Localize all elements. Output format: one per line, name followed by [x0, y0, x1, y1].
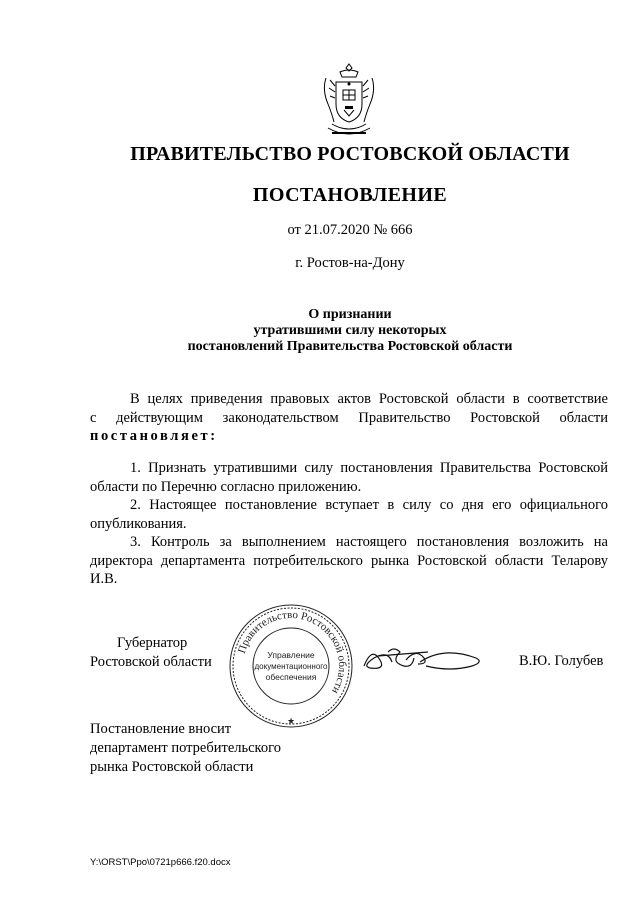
preamble-paragraph [90, 390, 608, 446]
preamble-line: с действующим законодательством Правительство Ростовской области [90, 409, 608, 426]
stamp-inner-text: документационного [254, 662, 328, 671]
signatory-title-line: Ростовской области [90, 654, 212, 670]
decree-word: постановляет: [90, 428, 218, 444]
coat-of-arms-icon [318, 62, 380, 138]
city-line: г. Ростов-на-Дону [295, 255, 405, 271]
signatory-title-line: Губернатор [117, 635, 188, 651]
preamble-line: В целях приведения правовых актов Ростовской области в соответствие [130, 391, 608, 407]
document-subject [0, 307, 640, 355]
stamp-ring-text: Правительство Ростовской области [235, 608, 349, 696]
signatory-title [90, 634, 212, 672]
official-stamp [227, 602, 355, 730]
introduced-by-line: Постановление вносит [90, 721, 232, 737]
decree-item: 2. Настоящее постановление вступает в силу со дня его официального опубликования. [90, 497, 608, 532]
organization-heading: ПРАВИТЕЛЬСТВО РОСТОВСКОЙ ОБЛАСТИ [130, 143, 570, 165]
date-number-line: от 21.07.2020 № 666 [287, 222, 413, 238]
decree-item: 1. Признать утратившими силу постановления Правительства Ростовской области по Перечню согласно приложению. [90, 460, 608, 495]
subject-line: постановлений Правительства Ростовской области [187, 339, 513, 354]
stamp-star-icon: ★ [286, 716, 296, 726]
introduced-by [90, 720, 281, 777]
signatory-name: В.Ю. Голубев [519, 653, 604, 669]
decree-item: 3. Контроль за выполнением настоящего постановления возложить на директора департамента потребительского рынка Ростовской области Теларову И.В. [90, 534, 608, 587]
subject-line: О признании [308, 307, 392, 322]
decree-items [90, 459, 608, 589]
document-type-heading: ПОСТАНОВЛЕНИЕ [252, 184, 448, 206]
handwritten-signature [358, 638, 498, 680]
file-path-footer: Y:\ORST\Ppo\0721p666.f20.docx [90, 857, 231, 868]
introduced-by-line: департамент потребительского [90, 740, 281, 756]
stamp-inner-text: Управление [267, 650, 315, 660]
stamp-inner-text: обеспечения [265, 672, 317, 682]
subject-line: утратившими силу некоторых [253, 323, 447, 338]
introduced-by-line: рынка Ростовской области [90, 759, 254, 775]
